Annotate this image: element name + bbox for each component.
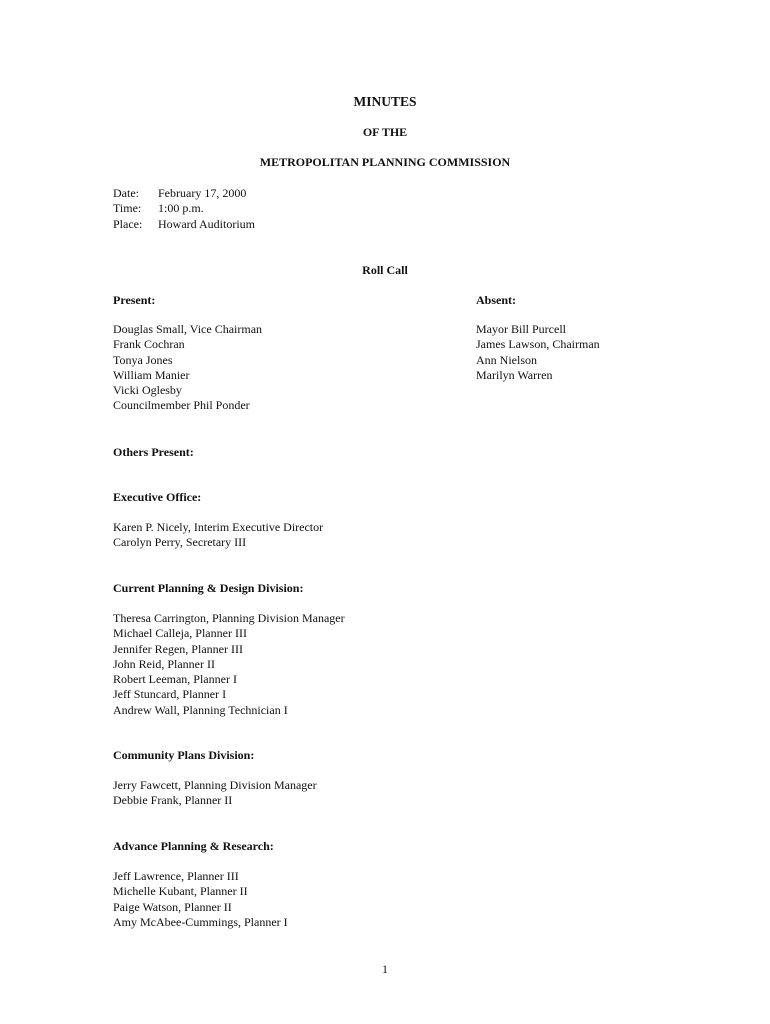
roll-call-heading: Roll Call xyxy=(362,263,408,277)
list-item: Jerry Fawcett, Planning Division Manager xyxy=(113,778,317,792)
list-item: Councilmember Phil Ponder xyxy=(113,398,250,413)
present-heading: Present: xyxy=(113,293,156,307)
date-label: Date: xyxy=(113,186,139,200)
list-item: Paige Watson, Planner II xyxy=(113,899,232,914)
list-item: Vicki Oglesby xyxy=(113,383,182,398)
present-list xyxy=(113,322,262,414)
others-present-heading: Others Present: xyxy=(113,445,194,459)
list-item: Theresa Carrington, Planning Division Manager xyxy=(113,611,345,625)
executive-office-heading: Executive Office: xyxy=(113,490,202,504)
meeting-place-row xyxy=(113,217,255,232)
list-item: Amy McAbee-Cummings, Planner I xyxy=(113,914,288,929)
document-title: MINUTES xyxy=(353,94,417,109)
list-item: John Reid, Planner II xyxy=(113,656,215,671)
list-item: Karen P. Nicely, Interim Executive Director xyxy=(113,520,324,534)
list-item: Douglas Small, Vice Chairman xyxy=(113,322,263,336)
absent-list xyxy=(476,322,600,383)
time-label: Time: xyxy=(113,201,142,216)
list-item: Jeff Lawrence, Planner III xyxy=(113,869,239,883)
executive-office-list xyxy=(113,520,323,551)
place-label: Place: xyxy=(113,216,143,231)
commission-name: METROPOLITAN PLANNING COMMISSION xyxy=(259,155,511,169)
advance-planning-heading: Advance Planning & Research: xyxy=(113,839,274,853)
absent-heading: Absent: xyxy=(476,293,517,307)
meeting-details xyxy=(113,186,255,232)
list-item: Robert Leeman, Planner I xyxy=(113,672,237,687)
place-value: Howard Auditorium xyxy=(158,216,255,231)
list-item: Michael Calleja, Planner III xyxy=(113,626,247,641)
list-item: Michelle Kubant, Planner II xyxy=(113,884,248,899)
document-subtitle: OF THE xyxy=(362,125,408,139)
current-planning-heading: Current Planning & Design Division: xyxy=(113,581,304,595)
list-item: Debbie Frank, Planner II xyxy=(113,793,233,808)
list-item: Mayor Bill Purcell xyxy=(476,322,566,336)
list-item: Andrew Wall, Planning Technician I xyxy=(113,702,288,717)
meeting-time-row xyxy=(113,201,255,216)
community-plans-heading: Community Plans Division: xyxy=(113,748,255,762)
list-item: Marilyn Warren xyxy=(476,367,553,382)
list-item: Jeff Stuncard, Planner I xyxy=(113,687,227,702)
meeting-date-row xyxy=(113,186,255,201)
list-item: James Lawson, Chairman xyxy=(476,337,600,352)
time-value: 1:00 p.m. xyxy=(158,201,204,216)
list-item: Jennifer Regen, Planner III xyxy=(113,641,243,656)
list-item: William Manier xyxy=(113,367,190,382)
current-planning-list xyxy=(113,611,345,718)
list-item: Frank Cochran xyxy=(113,337,185,352)
page-number: 1 xyxy=(382,962,388,976)
list-item: Carolyn Perry, Secretary III xyxy=(113,535,247,550)
advance-planning-list xyxy=(113,869,288,930)
list-item: Ann Nielson xyxy=(476,352,537,367)
list-item: Tonya Jones xyxy=(113,352,173,367)
date-value: February 17, 2000 xyxy=(158,186,247,200)
community-plans-list xyxy=(113,778,317,809)
